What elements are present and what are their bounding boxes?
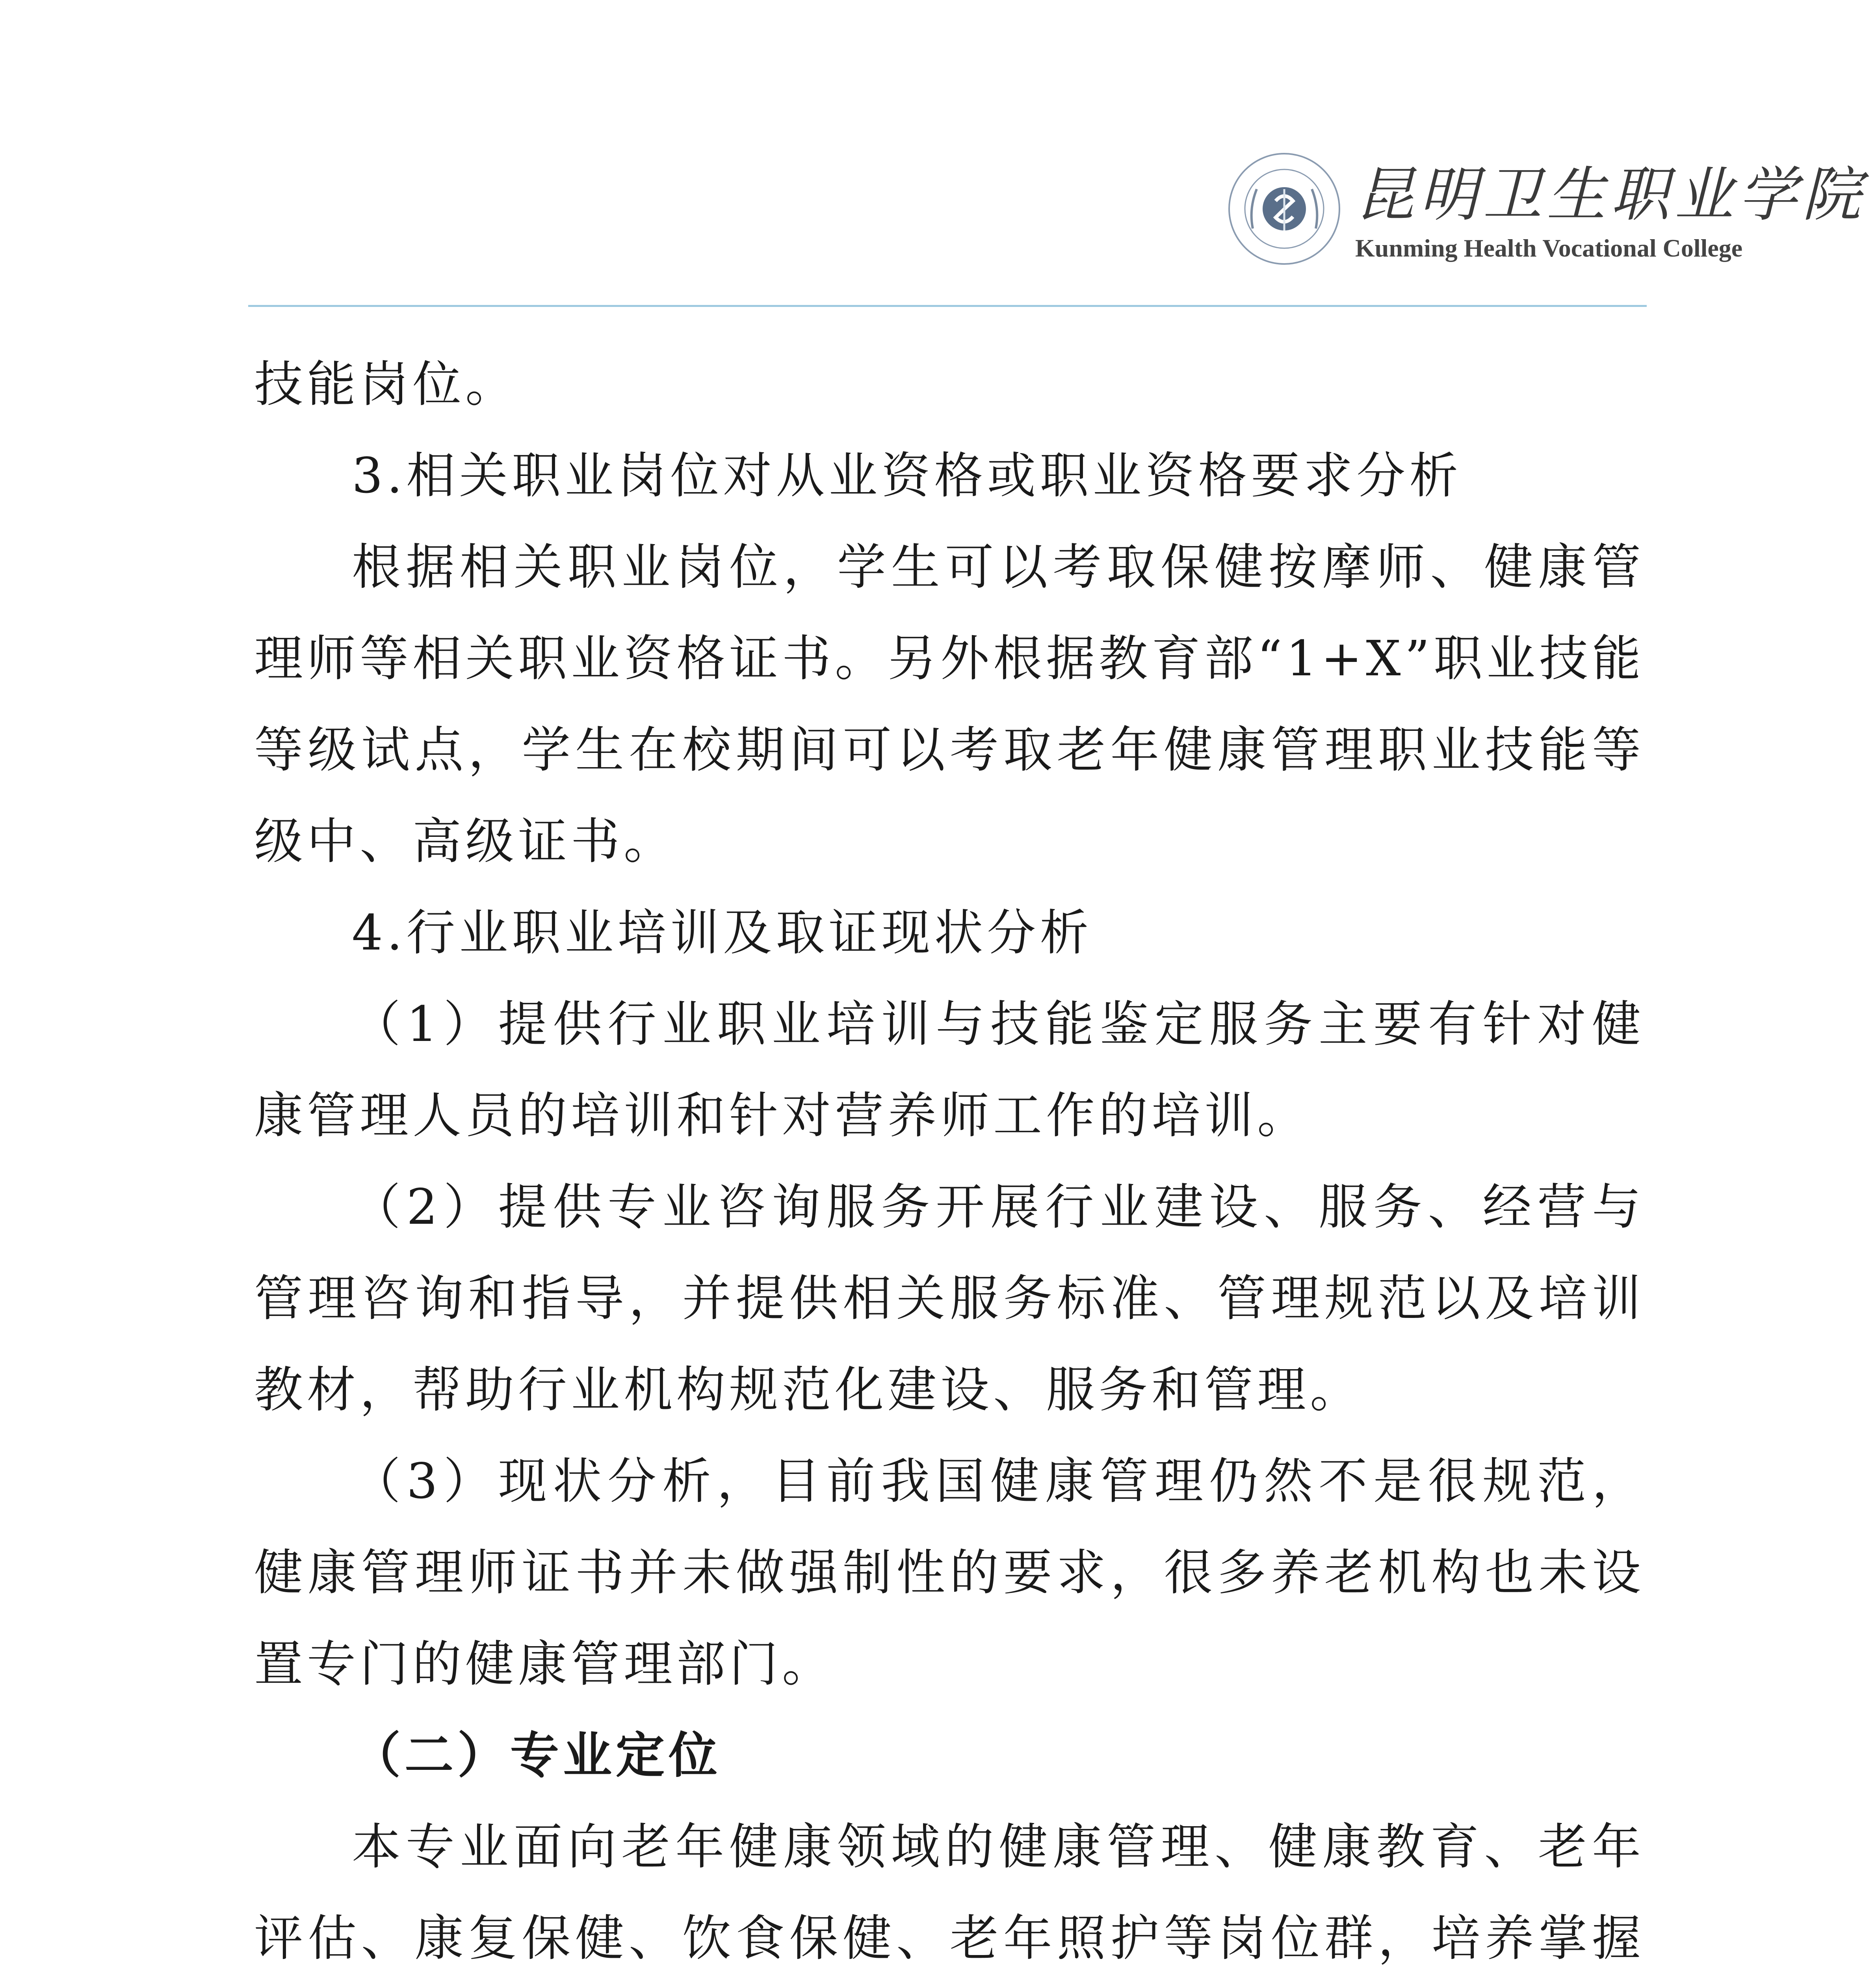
college-emblem-icon [1225,150,1343,268]
section-heading: 4.行业职业培训及取证现状分析 [352,905,1093,961]
paragraph: （2）提供专业咨询服务开展行业建设、服务、经营与管理咨询和指导，并提供相关服务标准、管理规范以及培训教材，帮助行业机构规范化建设、服务和管理。 [254,1179,1645,1418]
paragraph: 本专业面向老年健康领域的健康管理、健康教育、老年评估、康复保健、饮食保健、老年照护等岗位群，培养掌握 [254,1819,1645,1967]
paragraph: （1）提供行业职业培训与技能鉴定服务主要有针对健康管理人员的培训和针对营养师工作的培训。 [254,996,1645,1144]
paragraph: 技能岗位。 [254,356,518,413]
college-logo-chinese: 昆明卫生职业学院 [1355,161,1866,229]
header-divider [248,305,1647,307]
paragraph: （3）现状分析，目前我国健康管理仍然不是很规范，健康管理师证书并未做强制性的要求，很多养老机构也未设置专门的健康管理部门。 [254,1453,1645,1693]
document-body [254,339,1645,1970]
college-logo-english: Kunming Health Vocational College [1355,234,1743,262]
paragraph: 根据相关职业岗位，学生可以考取保健按摩师、健康管理师等相关职业资格证书。另外根据教育部“1+X”职业技能等级试点，学生在校期间可以考取老年健康管理职业技能等级中、高级证书。 [254,539,1645,870]
section-heading: 3.相关职业岗位对从业资格或职业资格要求分析 [352,448,1462,504]
page-header [0,0,1876,307]
section-heading: （二）专业定位 [352,1727,722,1784]
